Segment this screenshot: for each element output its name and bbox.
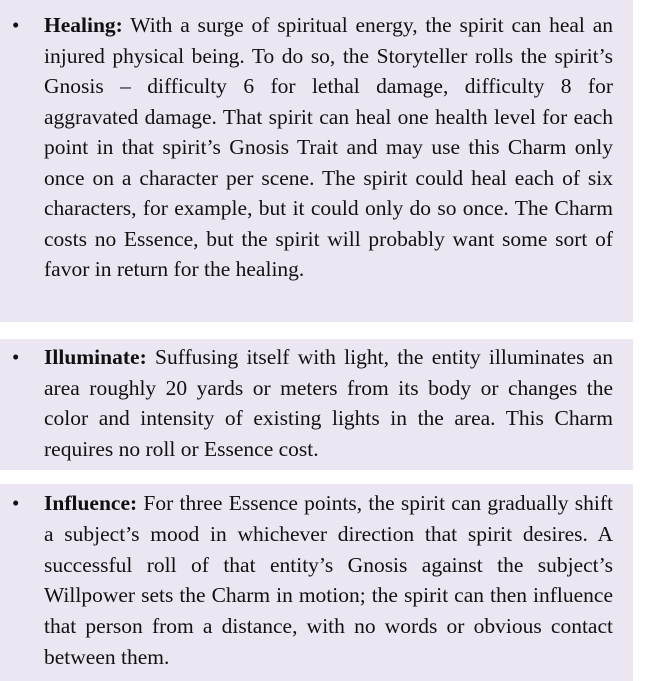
charm-term: Influence: (44, 491, 138, 515)
charm-entry-healing (0, 0, 633, 322)
bullet-marker: • (12, 345, 20, 369)
charm-description (44, 342, 613, 464)
charm-description (44, 488, 613, 673)
charm-entry-illuminate (0, 339, 633, 470)
charm-term: Healing: (44, 13, 123, 37)
charm-description (44, 10, 613, 285)
charm-body: Suffusing itself with light, the entity illuminates an area roughly 20 yards or meters from its body or changes the color and intensity of existing lights in the area. This Charm requires no roll or Essence cost. (44, 345, 613, 461)
bullet-marker: • (12, 491, 20, 515)
charm-term: Illuminate: (44, 345, 147, 369)
charm-body: With a surge of spiritual energy, the spirit can heal an injured physical being. To do so, the Storyteller rolls the spirit’s Gnosis – difficulty 6 for lethal damage, difficulty 8 for aggravated damage. That spirit can heal one health level for each point in that spirit’s Gnosis Trait and may use this Charm only once on a character per scene. The spirit could heal each of six characters, for example, but it could only do so once. The Charm costs no Essence, but the spirit will probably want some sort of favor in return for the healing. (44, 13, 613, 281)
charm-body: For three Essence points, the spirit can gradually shift a subject’s mood in whichever direction that spirit desires. A successful roll of that entity’s Gnosis against the subject’s Willpower sets the Charm in motion; the spirit can then influence that person from a distance, with no words or obvious contact between them. (44, 491, 614, 669)
bullet-marker: • (12, 13, 20, 37)
charm-entry-influence (0, 484, 633, 681)
